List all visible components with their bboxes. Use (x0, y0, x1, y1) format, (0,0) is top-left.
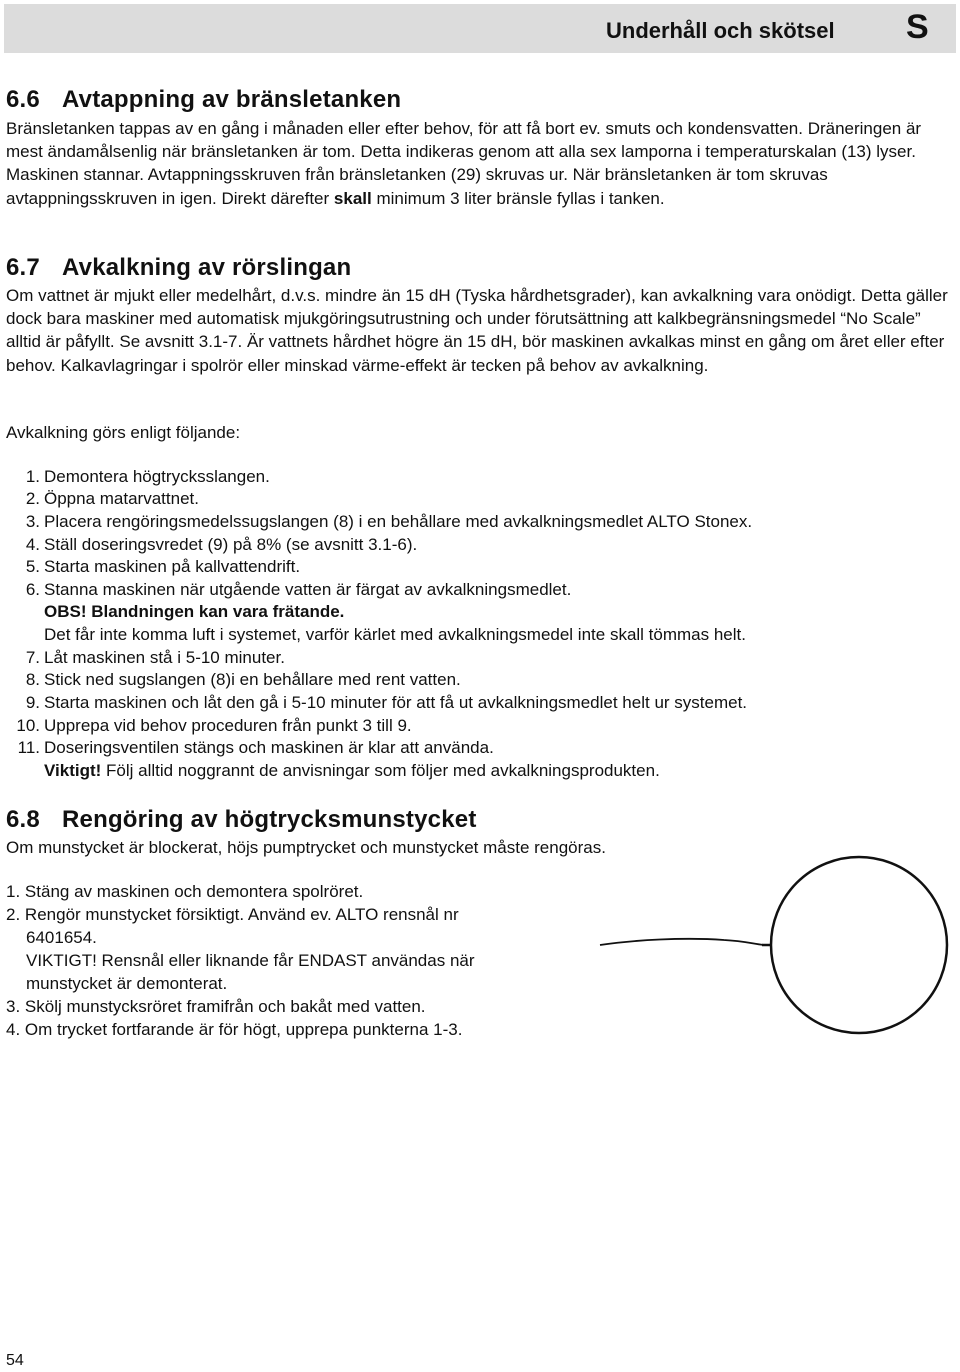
important-label: Viktigt! (44, 761, 102, 780)
list-text-continued: 6401654. (26, 928, 97, 947)
list-number: 6. (25, 580, 40, 599)
list-number: 2. (25, 489, 40, 508)
list-text-continued: VIKTIGT! Rensnål eller liknande får ENDAST användas när (26, 951, 475, 970)
section-6-7-body: Om vattnet är mjukt eller medelhårt, d.v.s. mindre än 15 dH (Tyska hårdhetsgrader), kan avkalkning vara onödigt. Detta gäller dock bara maskiner med automatisk mjukgöringsutrustning och under förutsättning att kalkbegränsningsmedel “No Scale” alltid är påfyllt. Se avsnitt 3.1-7. Är vattnets hårdhet högre än 15 dH, bör maskinen avkalkas minst en gång om året eller efter behov. Kalkavlagringar i spolrör eller minskad värme-effekt är tecken på behov av avkalkning. (6, 286, 948, 375)
section-6-7-heading (6, 254, 351, 282)
list-number: 1. (6, 882, 21, 901)
list-item (6, 533, 417, 556)
list-item (6, 578, 571, 601)
list-item (6, 1018, 586, 1041)
list-item (6, 510, 752, 533)
list-text: Stanna maskinen när utgående vatten är färgat av avkalkningsmedlet. (44, 580, 572, 599)
list-item (6, 465, 270, 488)
list-number: 3. (6, 997, 21, 1016)
list-number: 9. (25, 693, 40, 712)
list-number: 2. (6, 905, 21, 924)
list-item (6, 736, 494, 759)
list-number: 5. (25, 557, 40, 576)
list-item (6, 995, 586, 1018)
list-number: 4. (6, 1020, 21, 1039)
list-text: Ställ doseringsvredet (9) på 8% (se avsnitt 3.1-6). (44, 535, 418, 554)
list-number: 1. (25, 467, 40, 486)
list-number: 8. (25, 670, 40, 689)
list-number: 3. (25, 512, 40, 531)
section-6-8-body: Om munstycket är blockerat, höjs pumptrycket och munstycket måste rengöras. (6, 838, 606, 857)
list-text-continued: munstycket är demonterat. (26, 974, 228, 993)
list-text: Doseringsventilen stängs och maskinen är klar att använda. (44, 738, 494, 757)
cleaning-needle-illustration (594, 845, 954, 1045)
list-text: Stäng av maskinen och demontera spolröret. (24, 882, 364, 901)
list-item (6, 555, 300, 578)
important-note (44, 759, 660, 782)
list-text: Skölj munstycksröret framifrån och bakåt med vatten. (24, 997, 426, 1016)
warning-text: OBS! Blandningen kan vara frätande. (44, 602, 345, 621)
body-text: Bränsletanken tappas av en gång i månaden eller efter behov, för att få bort ev. smuts och kondensvatten. Dräneringen är mest ändamålsenlig när bränsletanken är tom. Detta indikeras genom att alla sex lamporna i temperaturskalan (13) lyser. Maskinen stannar. Avtappningsskruven från bränsletanken (29) skruvas ur. När bränsletanken är tom skruvas avtappningsskruven in igen. Direkt därefter (6, 119, 922, 208)
list-text: Upprepa vid behov proceduren från punkt 3 till 9. (44, 716, 412, 735)
list-number: 11. (17, 738, 40, 757)
list-item (6, 714, 412, 737)
section-number: 6.8 (6, 806, 40, 833)
section-6-6-body (6, 117, 954, 210)
body-text: minimum 3 liter bränsle fyllas i tanken. (371, 188, 665, 208)
list-item (6, 668, 461, 691)
list-item (6, 646, 285, 669)
list-text: Öppna matarvattnet. (44, 489, 199, 508)
section-title: Rengöring av högtrycksmunstycket (62, 806, 477, 833)
list-text: Om trycket fortfarande är för högt, upprepa punkterna 1-3. (24, 1020, 463, 1039)
section-number: 6.7 (6, 254, 40, 281)
list-number: 7. (25, 648, 40, 667)
procedure-intro: Avkalkning görs enligt följande: (6, 423, 241, 442)
list-text: Stick ned sugslangen (8)i en behållare med rent vatten. (44, 670, 461, 689)
important-text: Följ alltid noggrannt de anvisningar som följer med avkalkningsprodukten. (101, 761, 660, 780)
section-number: 6.6 (6, 86, 40, 113)
section-6-6-heading (6, 86, 401, 114)
list-text: Starta maskinen och låt den gå i 5-10 minuter för att få ut avkalkningsmedlet helt ur systemet. (44, 693, 748, 712)
list-text: Starta maskinen på kallvattendrift. (44, 557, 301, 576)
list-text: Placera rengöringsmedelssugslangen (8) i en behållare med avkalkningsmedlet ALTO Stonex. (44, 512, 753, 531)
language-code: S (906, 8, 929, 46)
emphasis-text: skall (333, 188, 372, 208)
list-item (6, 691, 747, 714)
page-number: 54 (6, 1352, 24, 1369)
list-item (6, 903, 586, 926)
warning-detail: Det får inte komma luft i systemet, varför kärlet med avkalkningsmedel inte skall tömmas helt. (44, 625, 746, 644)
list-number: 10. (16, 716, 40, 735)
section-6-8-heading (6, 806, 477, 834)
list-text: Rengör munstycket försiktigt. Använd ev. ALTO rensnål nr (24, 905, 459, 924)
list-number: 4. (25, 535, 40, 554)
list-text: Demontera högtrycksslangen. (44, 467, 270, 486)
nozzle-cleaning-list (6, 880, 586, 1041)
section-title: Avkalkning av rörslingan (62, 254, 352, 281)
list-text: Låt maskinen stå i 5-10 minuter. (44, 648, 285, 667)
section-title: Avtappning av bränsletanken (62, 86, 402, 113)
list-item (6, 487, 199, 510)
list-item (6, 880, 586, 903)
header-title: Underhåll och skötsel (606, 18, 835, 43)
